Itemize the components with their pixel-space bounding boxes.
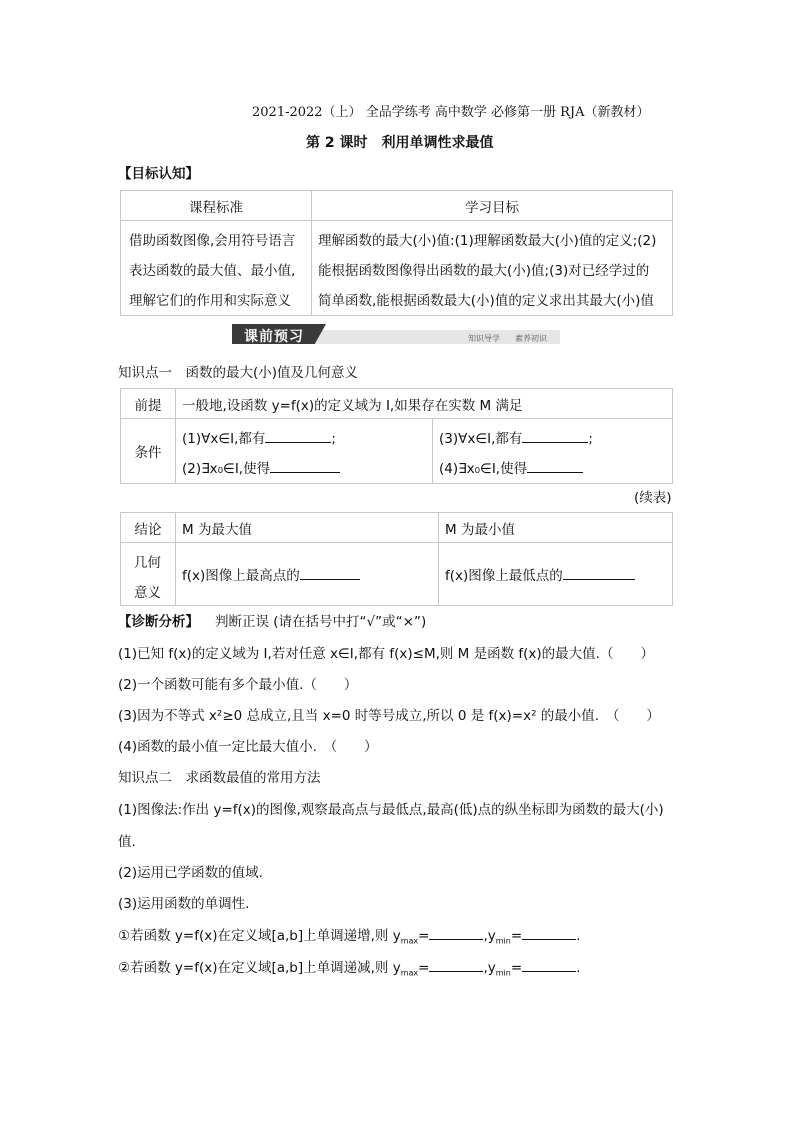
- geometric-meaning-label-cell: [121, 543, 176, 606]
- target-line: 能根据函数图像得出函数的最大(小)值;(3)对已经学过的: [318, 263, 650, 279]
- answer-blank: [563, 567, 635, 580]
- goals-col2-header: 学习目标: [312, 191, 673, 221]
- diagnosis-label: 【诊断分析】: [118, 614, 199, 630]
- standard-line: 理解它们的作用和实际意义: [129, 293, 291, 309]
- condition-right-cell: [433, 419, 673, 484]
- conclusion-label: 结论: [121, 513, 176, 543]
- answer-blank: [429, 927, 483, 940]
- banner-tag: 知识导学: [468, 334, 500, 343]
- geometric-meaning-label: 几何: [134, 555, 161, 571]
- conclusion-max: M 为最大值: [176, 513, 439, 543]
- goals-table: [120, 190, 673, 316]
- answer-blank: [522, 430, 588, 443]
- method-3: (3)运用函数的单调性.: [118, 896, 250, 912]
- standard-line: 借助函数图像,会用符号语言: [129, 233, 296, 249]
- condition-2: (2)∃x₀∈I,使得: [182, 457, 340, 477]
- geometric-meaning-label: 意义: [134, 585, 161, 601]
- answer-blank: [270, 460, 340, 473]
- kp1-title: 知识点一 函数的最大(小)值及几何意义: [118, 365, 359, 381]
- target-line: 理解函数的最大(小)值:(1)理解函数最大(小)值的定义;(2): [318, 233, 657, 249]
- series-header: 2021-2022（上） 全品学练考 高中数学 必修第一册 RJA（新教材）: [252, 105, 650, 120]
- answer-blank: [527, 460, 583, 473]
- continued-note: (续表): [634, 490, 672, 506]
- method-2: (2)运用已学函数的值域.: [118, 865, 263, 881]
- geometric-min-cell: f(x)图像上最低点的: [439, 543, 673, 606]
- method-1-line: (1)图像法:作出 y=f(x)的图像,观察最高点与最低点,最高(低)点的纵坐标即为函数的最大(小): [118, 802, 664, 818]
- diagnosis-item: (1)已知 f(x)的定义域为 I,若对任意 x∈I,都有 f(x)≤M,则 M 是函数 f(x)的最大值.（ ）: [118, 646, 654, 662]
- geometric-max-cell: f(x)图像上最高点的: [176, 543, 439, 606]
- premise-text: 一般地,设函数 y=f(x)的定义域为 I,如果存在实数 M 满足: [176, 389, 673, 419]
- banner-title: 课前预习: [244, 329, 304, 345]
- goals-section-label: 【目标认知】: [118, 166, 199, 182]
- kp2-title: 知识点二 求函数最值的常用方法: [118, 770, 321, 786]
- definition-table: [120, 388, 673, 484]
- answer-blank: [522, 927, 576, 940]
- diagnosis-instruction: 判断正误 (请在括号中打“√”或“×”): [215, 614, 427, 630]
- diagnosis-heading: [118, 613, 426, 631]
- answer-blank: [429, 959, 483, 972]
- lesson-title: 第 2 课时 利用单调性求最值: [306, 135, 494, 151]
- premise-label: 前提: [121, 389, 176, 419]
- target-line: 简单函数,能根据函数最大(小)值的定义求出其最大(小)值: [318, 293, 654, 309]
- condition-4: (4)∃x₀∈I,使得: [439, 457, 583, 477]
- continued-table: [120, 512, 673, 606]
- monotonic-decreasing-rule: ②若函数 y=f(x)在定义域[a,b]上单调递减,则 $y_{max}= ,y_{min}=$ .: [118, 960, 581, 978]
- monotonic-increasing-rule: ①若函数 y=f(x)在定义域[a,b]上单调递增,则 $y_{max}= ,y_{min}=$ .: [118, 928, 581, 946]
- condition-3: (3)∀x∈I,都有 ;: [439, 431, 593, 447]
- condition-label: 条件: [121, 419, 176, 484]
- goals-col1-header: 课程标准: [121, 191, 312, 221]
- method-1-line: 值.: [118, 834, 136, 850]
- answer-blank: [300, 567, 360, 580]
- diagnosis-item: (2)一个函数可能有多个最小值.（ ）: [118, 677, 358, 693]
- condition-left-cell: [176, 419, 433, 484]
- standard-line: 表达函数的最大值、最小值,: [129, 263, 296, 279]
- answer-blank: [265, 430, 331, 443]
- diagnosis-item: (3)因为不等式 x²≥0 总成立,且当 x=0 时等号成立,所以 0 是 f(x)=x² 的最小值. （ ）: [118, 708, 660, 724]
- answer-blank: [522, 959, 576, 972]
- diagnosis-item: (4)函数的最小值一定比最大值小. （ ）: [118, 739, 378, 755]
- learning-target-cell: [312, 221, 673, 316]
- conclusion-min: M 为最小值: [439, 513, 673, 543]
- banner-tag: 素养初识: [515, 334, 547, 343]
- condition-1: (1)∀x∈I,都有 ;: [182, 431, 336, 447]
- course-standard-cell: [121, 221, 312, 316]
